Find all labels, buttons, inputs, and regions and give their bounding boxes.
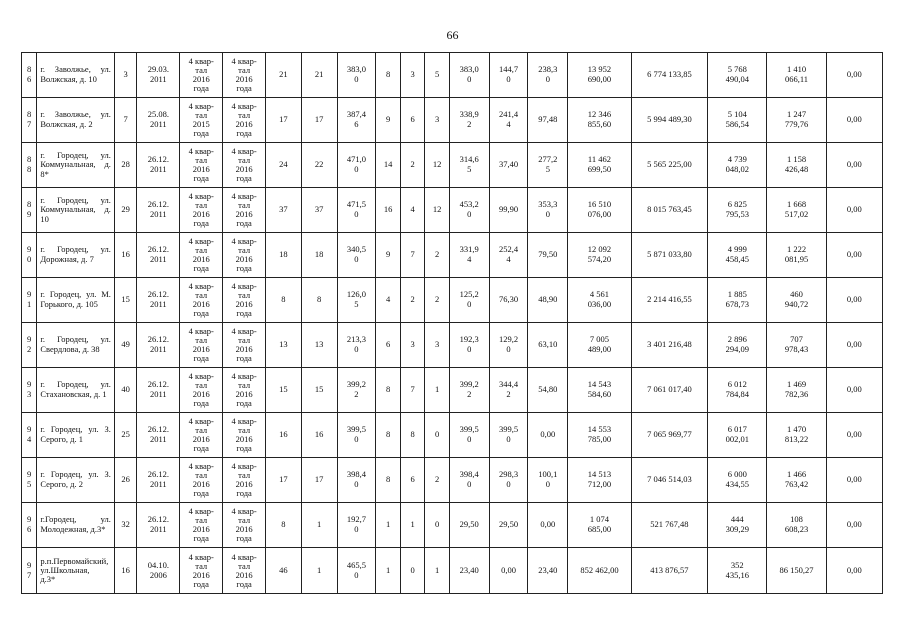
table-cell-c3: 26 [114,458,136,503]
table-cell-c16: 12 092 574,20 [568,233,631,278]
table-cell-addr: г. Городец, ул. З. Серого, д. 2 [37,458,115,503]
table-cell-c12: 12 [425,143,450,188]
table-cell-c13: 192,3 0 [449,323,489,368]
table-cell-c14: 144,7 0 [489,53,528,98]
table-cell-addr: г. Городец, ул. Свердлова, д. 38 [37,323,115,368]
table-cell-c8: 1 [301,548,337,594]
table-cell-c15: 0,00 [528,413,568,458]
table-cell-c4: 26.12. 2011 [137,458,180,503]
table-cell-c14: 0,00 [489,548,528,594]
table-cell-c3: 32 [114,503,136,548]
table-cell-c16: 13 952 690,00 [568,53,631,98]
table-cell-addr: г. Заволжье, ул. Волжская, д. 10 [37,53,115,98]
table-cell-c4: 25.08. 2011 [137,98,180,143]
table-cell-c12: 1 [425,368,450,413]
table-cell-n: 8 9 [22,188,37,233]
table-cell-c8: 17 [301,458,337,503]
table-cell-c12: 0 [425,503,450,548]
table-cell-c8: 16 [301,413,337,458]
table-cell-c19: 707 978,43 [767,323,826,368]
table-cell-c3: 16 [114,233,136,278]
table-cell-c16: 14 553 785,00 [568,413,631,458]
table-cell-c11: 2 [400,278,425,323]
table-cell-c5: 4 квар- тал 2016 года [180,503,223,548]
table-cell-c7: 46 [266,548,302,594]
table-cell-c9: 340,5 0 [337,233,376,278]
table-cell-c19: 1 470 813,22 [767,413,826,458]
table-cell-c11: 6 [400,98,425,143]
table-cell-c8: 8 [301,278,337,323]
table-cell-c15: 48,90 [528,278,568,323]
table-cell-c9: 387,4 6 [337,98,376,143]
table-cell-addr: г. Заволжье, ул. Волжская, д. 2 [37,98,115,143]
table-cell-c5: 4 квар- тал 2016 года [180,278,223,323]
table-cell-c9: 465,5 0 [337,548,376,594]
table-cell-n: 8 6 [22,53,37,98]
table-cell-c13: 23,40 [449,548,489,594]
table-cell-c6: 4 квар- тал 2016 года [223,53,266,98]
table-cell-c15: 0,00 [528,503,568,548]
table-cell-c7: 37 [266,188,302,233]
table-cell-c18: 4 999 458,45 [708,233,767,278]
table-cell-c6: 4 квар- тал 2016 года [223,143,266,188]
table-cell-c18: 1 885 678,73 [708,278,767,323]
table-cell-c20: 0,00 [826,413,882,458]
table-cell-c9: 383,0 0 [337,53,376,98]
table-cell-c20: 0,00 [826,503,882,548]
table-cell-c13: 125,2 0 [449,278,489,323]
table-cell-c8: 37 [301,188,337,233]
table-cell-c7: 8 [266,503,302,548]
table-cell-c3: 28 [114,143,136,188]
table-cell-c15: 353,3 0 [528,188,568,233]
table-cell-c17: 5 871 033,80 [631,233,708,278]
table-cell-addr: г. Городец, ул. Стахановская, д. 1 [37,368,115,413]
table-cell-c12: 3 [425,323,450,368]
table-cell-c13: 314,6 5 [449,143,489,188]
table-cell-n: 9 4 [22,413,37,458]
table-cell-c4: 26.12. 2011 [137,188,180,233]
table-cell-c9: 192,7 0 [337,503,376,548]
table-cell-c3: 29 [114,188,136,233]
table-cell-c17: 7 065 969,77 [631,413,708,458]
table-cell-c20: 0,00 [826,53,882,98]
table-cell-c9: 399,2 2 [337,368,376,413]
table-cell-c6: 4 квар- тал 2016 года [223,278,266,323]
table-cell-addr: г. Городец, ул. Дорожная, д. 7 [37,233,115,278]
table-cell-c16: 16 510 076,00 [568,188,631,233]
table-cell-c18: 5 104 586,54 [708,98,767,143]
table-cell-c7: 13 [266,323,302,368]
table-cell-c17: 413 876,57 [631,548,708,594]
table-cell-c20: 0,00 [826,548,882,594]
table-row [22,548,883,594]
table-cell-c20: 0,00 [826,323,882,368]
table-cell-c5: 4 квар- тал 2016 года [180,53,223,98]
table-cell-c19: 86 150,27 [767,548,826,594]
table-cell-c3: 25 [114,413,136,458]
table-cell-c19: 108 608,23 [767,503,826,548]
table-cell-c14: 129,2 0 [489,323,528,368]
table-cell-c4: 26.12. 2011 [137,503,180,548]
table-cell-c19: 460 940,72 [767,278,826,323]
table-cell-c6: 4 квар- тал 2016 года [223,98,266,143]
table-cell-c18: 2 896 294,09 [708,323,767,368]
table-cell-c16: 4 561 036,00 [568,278,631,323]
table-cell-c11: 3 [400,53,425,98]
table-cell-c13: 383,0 0 [449,53,489,98]
table-cell-c7: 21 [266,53,302,98]
table-cell-c13: 398,4 0 [449,458,489,503]
table-cell-c8: 17 [301,98,337,143]
table-cell-c17: 7 046 514,03 [631,458,708,503]
table-cell-c10: 4 [376,278,401,323]
table-cell-addr: р.п.Первомайский, ул.Школьная, д.3* [37,548,115,594]
table-cell-c16: 852 462,00 [568,548,631,594]
table-body [22,53,883,594]
table-cell-c5: 4 квар- тал 2016 года [180,233,223,278]
table-cell-c14: 37,40 [489,143,528,188]
table-cell-c3: 15 [114,278,136,323]
housing-program-table [21,52,883,594]
table-cell-n: 9 1 [22,278,37,323]
table-cell-c20: 0,00 [826,143,882,188]
table-row [22,503,883,548]
table-row [22,413,883,458]
table-cell-c20: 0,00 [826,278,882,323]
table-cell-c17: 521 767,48 [631,503,708,548]
table-cell-addr: г. Городец, ул. М. Горького, д. 105 [37,278,115,323]
table-cell-c5: 4 квар- тал 2016 года [180,548,223,594]
table-cell-c7: 15 [266,368,302,413]
table-cell-c9: 398,4 0 [337,458,376,503]
table-cell-n: 9 2 [22,323,37,368]
table-cell-c14: 99,90 [489,188,528,233]
table-cell-c17: 7 061 017,40 [631,368,708,413]
table-cell-c19: 1 410 066,11 [767,53,826,98]
table-cell-c9: 471,5 0 [337,188,376,233]
table-cell-c11: 2 [400,143,425,188]
table-cell-c14: 76,30 [489,278,528,323]
table-cell-c18: 5 768 490,04 [708,53,767,98]
table-cell-c5: 4 квар- тал 2016 года [180,413,223,458]
table-cell-c20: 0,00 [826,368,882,413]
table-cell-c11: 1 [400,503,425,548]
table-cell-c5: 4 квар- тал 2016 года [180,188,223,233]
table-cell-c5: 4 квар- тал 2016 года [180,143,223,188]
table-cell-c6: 4 квар- тал 2016 года [223,188,266,233]
table-cell-n: 9 3 [22,368,37,413]
table-cell-addr: г. Городец, ул. Коммунальная, д. 10 [37,188,115,233]
table-cell-c12: 0 [425,413,450,458]
table-cell-c11: 7 [400,368,425,413]
table-cell-c8: 15 [301,368,337,413]
table-cell-c11: 4 [400,188,425,233]
table-cell-c12: 3 [425,98,450,143]
table-cell-c4: 04.10. 2006 [137,548,180,594]
table-row [22,53,883,98]
table-cell-c14: 29,50 [489,503,528,548]
table-cell-c8: 22 [301,143,337,188]
table-cell-c18: 6 012 784,84 [708,368,767,413]
table-cell-c15: 79,50 [528,233,568,278]
table-cell-c11: 6 [400,458,425,503]
table-cell-c10: 9 [376,98,401,143]
table-cell-c16: 14 513 712,00 [568,458,631,503]
table-cell-c11: 0 [400,548,425,594]
table-row [22,233,883,278]
table-cell-c19: 1 222 081,95 [767,233,826,278]
table-cell-c10: 9 [376,233,401,278]
table-cell-c3: 7 [114,98,136,143]
table-cell-c17: 8 015 763,45 [631,188,708,233]
table-cell-c10: 8 [376,413,401,458]
table-cell-c8: 18 [301,233,337,278]
table-cell-c3: 16 [114,548,136,594]
table-cell-c6: 4 квар- тал 2016 года [223,548,266,594]
table-cell-c13: 399,2 2 [449,368,489,413]
table-cell-c12: 12 [425,188,450,233]
table-cell-c20: 0,00 [826,233,882,278]
table-cell-c12: 2 [425,278,450,323]
table-cell-c19: 1 247 779,76 [767,98,826,143]
table-row [22,368,883,413]
table-cell-c15: 97,48 [528,98,568,143]
table-cell-c4: 26.12. 2011 [137,143,180,188]
table-row [22,143,883,188]
table-cell-c5: 4 квар- тал 2016 года [180,368,223,413]
table-row [22,188,883,233]
table-cell-c13: 399,5 0 [449,413,489,458]
table-row [22,323,883,368]
table-cell-c8: 1 [301,503,337,548]
table-cell-c3: 3 [114,53,136,98]
table-cell-c16: 7 005 489,00 [568,323,631,368]
table-cell-c10: 6 [376,323,401,368]
table-cell-c10: 1 [376,503,401,548]
table-cell-c3: 49 [114,323,136,368]
table-cell-c10: 8 [376,458,401,503]
table-cell-c13: 29,50 [449,503,489,548]
table-cell-c5: 4 квар- тал 2016 года [180,323,223,368]
table-cell-c4: 26.12. 2011 [137,413,180,458]
table-cell-c19: 1 668 517,02 [767,188,826,233]
table-cell-c6: 4 квар- тал 2016 года [223,503,266,548]
table-cell-c7: 18 [266,233,302,278]
table-cell-c3: 40 [114,368,136,413]
table-cell-c6: 4 квар- тал 2016 года [223,323,266,368]
table-cell-c14: 252,4 4 [489,233,528,278]
table-cell-c11: 7 [400,233,425,278]
table-cell-c18: 444 309,29 [708,503,767,548]
table-cell-c14: 298,3 0 [489,458,528,503]
table-cell-c4: 26.12. 2011 [137,323,180,368]
table-cell-c5: 4 квар- тал 2015 года [180,98,223,143]
table-cell-c16: 14 543 584,60 [568,368,631,413]
table-cell-n: 9 5 [22,458,37,503]
table-cell-c14: 241,4 4 [489,98,528,143]
table-cell-c9: 213,3 0 [337,323,376,368]
table-cell-c17: 5 565 225,00 [631,143,708,188]
table-cell-c19: 1 466 763,42 [767,458,826,503]
table-cell-c12: 5 [425,53,450,98]
table-cell-c12: 2 [425,233,450,278]
table-cell-c10: 1 [376,548,401,594]
table-cell-c18: 6 017 002,01 [708,413,767,458]
table-cell-n: 8 7 [22,98,37,143]
table-cell-c15: 100,1 0 [528,458,568,503]
table-cell-c7: 16 [266,413,302,458]
table-cell-c20: 0,00 [826,98,882,143]
table-cell-c8: 13 [301,323,337,368]
table-cell-c6: 4 квар- тал 2016 года [223,413,266,458]
table-cell-c10: 14 [376,143,401,188]
page-number: 66 [446,28,459,42]
table-cell-c15: 23,40 [528,548,568,594]
table-cell-c6: 4 квар- тал 2016 года [223,368,266,413]
table-cell-c7: 24 [266,143,302,188]
table-cell-c16: 1 074 685,00 [568,503,631,548]
table-cell-c16: 11 462 699,50 [568,143,631,188]
table-row [22,278,883,323]
table-cell-c4: 26.12. 2011 [137,368,180,413]
table-cell-addr: г. Городец, ул. З. Серого, д. 1 [37,413,115,458]
table-cell-c9: 126,0 5 [337,278,376,323]
table-row [22,98,883,143]
table-cell-c7: 8 [266,278,302,323]
table-cell-c12: 1 [425,548,450,594]
table-cell-c19: 1 469 782,36 [767,368,826,413]
table-cell-c13: 331,9 4 [449,233,489,278]
table-cell-c4: 26.12. 2011 [137,278,180,323]
table-cell-c13: 338,9 2 [449,98,489,143]
table-cell-c17: 2 214 416,55 [631,278,708,323]
table-cell-c17: 3 401 216,48 [631,323,708,368]
table-cell-n: 9 7 [22,548,37,594]
table-cell-c15: 277,2 5 [528,143,568,188]
table-cell-c11: 3 [400,323,425,368]
table-cell-c12: 2 [425,458,450,503]
table-cell-c11: 8 [400,413,425,458]
table-cell-c16: 12 346 855,60 [568,98,631,143]
table-cell-c20: 0,00 [826,458,882,503]
table-cell-c5: 4 квар- тал 2016 года [180,458,223,503]
table-cell-c18: 6 000 434,55 [708,458,767,503]
table-cell-c18: 352 435,16 [708,548,767,594]
table-cell-c9: 471,0 0 [337,143,376,188]
table-cell-n: 9 0 [22,233,37,278]
table-cell-c13: 453,2 0 [449,188,489,233]
table-cell-c18: 4 739 048,02 [708,143,767,188]
table-cell-c7: 17 [266,98,302,143]
table-cell-c10: 8 [376,53,401,98]
table-cell-c19: 1 158 426,48 [767,143,826,188]
table-cell-addr: г.Городец, ул. Молодежная, д.3* [37,503,115,548]
table-cell-c6: 4 квар- тал 2016 года [223,233,266,278]
table-cell-c14: 399,5 0 [489,413,528,458]
table-cell-c17: 5 994 489,30 [631,98,708,143]
table-cell-c10: 16 [376,188,401,233]
table-cell-addr: г. Городец, ул. Коммунальная, д. 8* [37,143,115,188]
table-cell-c6: 4 квар- тал 2016 года [223,458,266,503]
table-cell-c14: 344,4 2 [489,368,528,413]
table-cell-c18: 6 825 795,53 [708,188,767,233]
table-cell-c15: 63,10 [528,323,568,368]
table-cell-n: 8 8 [22,143,37,188]
table-cell-c9: 399,5 0 [337,413,376,458]
table-cell-c4: 29.03. 2011 [137,53,180,98]
table-cell-c20: 0,00 [826,188,882,233]
table-row [22,458,883,503]
table-cell-c15: 238,3 0 [528,53,568,98]
table-cell-c10: 8 [376,368,401,413]
table-cell-c7: 17 [266,458,302,503]
table-cell-c15: 54,80 [528,368,568,413]
table-cell-c8: 21 [301,53,337,98]
table-cell-c17: 6 774 133,85 [631,53,708,98]
table-cell-c4: 26.12. 2011 [137,233,180,278]
table-cell-n: 9 6 [22,503,37,548]
